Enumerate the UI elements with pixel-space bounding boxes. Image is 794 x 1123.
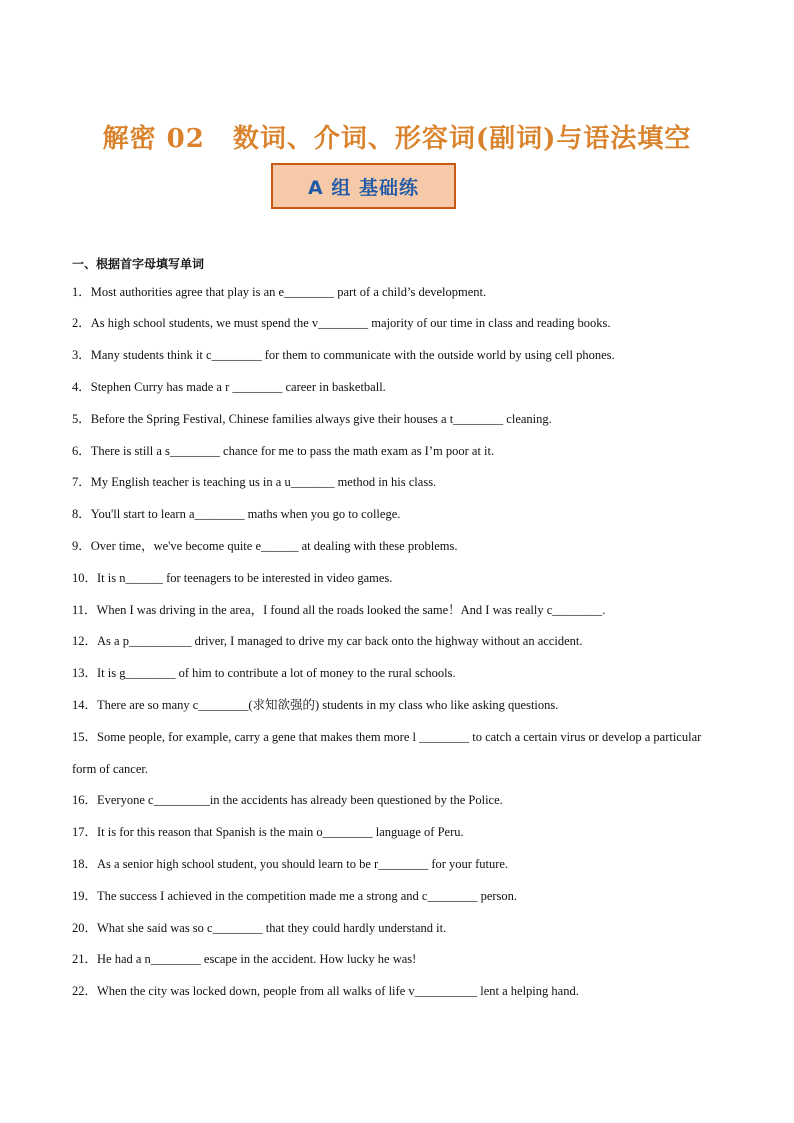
question-item: 6．There is still a s________ chance for me to pass the math exam as I’m poor at it. xyxy=(72,444,495,458)
question-item: 5．Before the Spring Festival, Chinese families always give their houses a t________ cleaning. xyxy=(72,412,552,426)
question-item: 9．Over time，we've become quite e______ at dealing with these problems. xyxy=(72,539,458,553)
question-item: 20．What she said was so c________ that they could hardly understand it. xyxy=(72,921,447,935)
question-item: 11．When I was driving in the area，I found all the roads looked the same！And I was really c________. xyxy=(72,603,606,617)
question-item: 19．The success I achieved in the competition made me a strong and c________ person. xyxy=(72,889,518,903)
question-item: 7．My English teacher is teaching us in a u_______ method in his class. xyxy=(72,475,437,489)
title-code: 解密 02 xyxy=(102,124,205,154)
question-item: 10．It is n______ for teenagers to be interested in video games. xyxy=(72,571,393,585)
question-item: 16．Everyone c_________in the accidents has already been questioned by the Police. xyxy=(72,793,503,807)
question-item: 13．It is g________ of him to contribute a lot of money to the rural schools. xyxy=(72,666,456,680)
question-item: 18．As a senior high school student, you should learn to be r________ for your future. xyxy=(72,857,509,871)
section-heading: 一、根据首字母填写单词 xyxy=(72,257,205,271)
page-title xyxy=(0,118,794,155)
question-item: 4．Stephen Curry has made a r ________ career in basketball. xyxy=(72,380,386,394)
question-item: 2．As high school students, we must spend the v________ majority of our time in class and reading books. xyxy=(72,316,611,330)
group-label-box xyxy=(271,163,456,209)
question-item: 1．Most authorities agree that play is an e________ part of a child’s development. xyxy=(72,285,487,299)
question-item: 17．It is for this reason that Spanish is the main o________ language of Peru. xyxy=(72,825,464,839)
question-item: 12．As a p__________ driver, I managed to drive my car back onto the highway without an accident. xyxy=(72,634,583,648)
question-item: 15．Some people, for example, carry a gene that makes them more l ________ to catch a certain virus or develop a particular form of cancer. xyxy=(72,730,702,776)
question-item: 8．You'll start to learn a________ maths when you go to college. xyxy=(72,507,401,521)
question-item: 3．Many students think it c________ for them to communicate with the outside world by using cell phones. xyxy=(72,348,615,362)
group-label: A 组 基础练 xyxy=(308,176,419,199)
question-item: 22．When the city was locked down, people from all walks of life v__________ lent a helping hand. xyxy=(72,984,579,998)
question-item: 14．There are so many c________(求知欲强的) students in my class who like asking questions. xyxy=(72,698,559,712)
title-topic: 数词、介词、形容词(副词)与语法填空 xyxy=(232,124,692,154)
question-item: 21．He had a n________ escape in the accident. How lucky he was! xyxy=(72,952,417,966)
